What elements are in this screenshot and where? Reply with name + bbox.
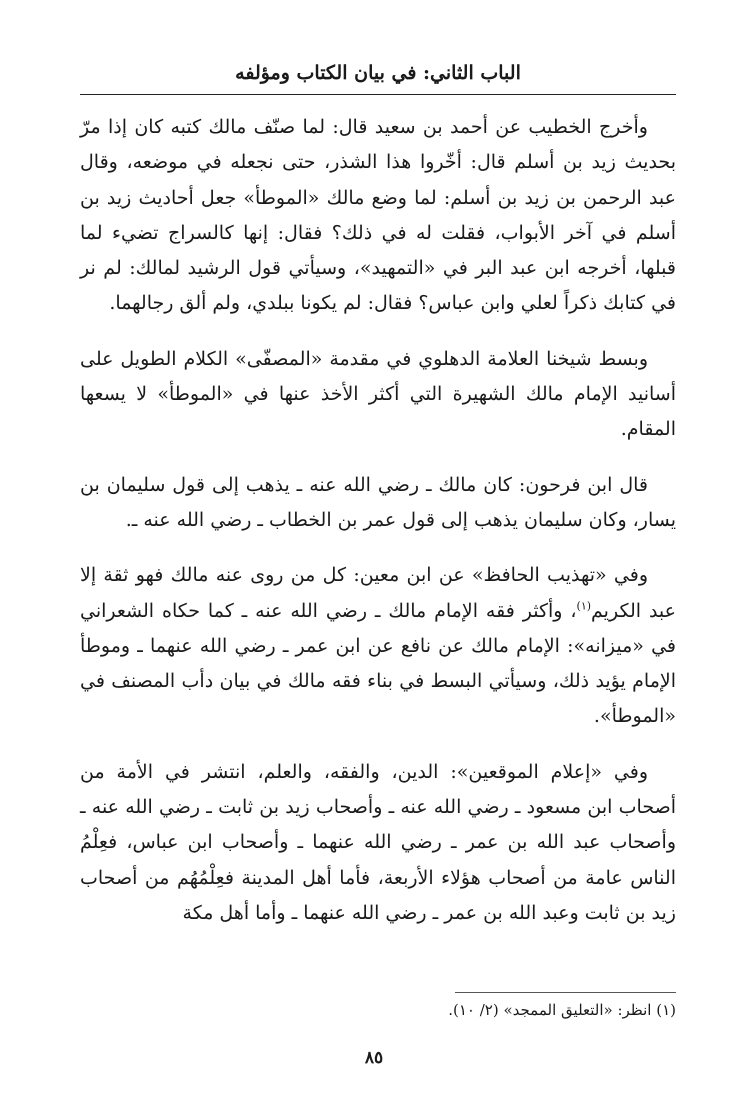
- page-header: الباب الثاني: في بيان الكتاب ومؤلفه: [235, 62, 521, 84]
- header-rule: [80, 94, 676, 95]
- footnote-reference[interactable]: (١): [576, 599, 592, 613]
- body-text: [80, 110, 676, 951]
- paragraph-4-after: ، وأكثر فقه الإمام مالك ـ رضي الله عنه ـ كما حكاه الشعراني في «ميزانه»: الإمام مالك عن نافع عن ابن عمر ـ رضي الله عنهما ـ وموطأ الإمام يؤيد ذلك، وسيأتي البسط في بناء فقه مالك في بيان دأب المصنف في «الموطأ».: [80, 599, 677, 728]
- paragraph-5: وفي «إعلام الموقعين»: الدين، والفقه، والعلم، انتشر في الأمة من أصحاب ابن مسعود ـ رضي الله عنه ـ وأصحاب زيد بن ثابت ـ رضي الله عنه ـ وأصحاب عبد الله بن عمر ـ رضي الله عنهما ـ وأصحاب ابن عباس، فعِلْمُ الناس عامة من أصحاب هؤلاء الأربعة، فأما أهل المدينة فعِلْمُهُم من أصحاب زيد بن ثابت وعبد الله بن عمر ـ رضي الله عنهما ـ وأما أهل مكة: [80, 760, 676, 924]
- footnote: (١) انظر: «التعليق الممجد» (٢/ ١٠).: [448, 1001, 676, 1019]
- paragraph-3: قال ابن فرحون: كان مالك ـ رضي الله عنه ـ يذهب إلى قول سليمان بن يسار، وكان سليمان يذهب إلى قول عمر بن الخطاب ـ رضي الله عنه ـ.: [80, 473, 676, 531]
- paragraph-1: وأخرج الخطيب عن أحمد بن سعيد قال: لما صنّف مالك كتبه كان إذا مرّ بحديث زيد بن أسلم قال: أخّروا هذا الشذر، حتى نجعله في موضعه، وقال عبد الرحمن بن زيد بن أسلم: لما وضع مالك «الموطأ» جعل أحاديث زيد بن أسلم في آخر الأبواب، فقلت له في ذلك؟ فقال: إنها كالسراج تضيء لما قبلها، أخرجه ابن عبد البر في «التمهيد»، وسيأتي قول الرشيد لمالك: لم نر في كتابك ذكراً لعلي وابن عباس؟ فقال: لم يكونا ببلدي، ولم ألق رجالهما.: [80, 116, 676, 315]
- footnote-rule: [455, 992, 676, 993]
- paragraph-2: وبسط شيخنا العلامة الدهلوي في مقدمة «المصفّى» الكلام الطويل على أسانيد الإمام مالك الشهيرة التي أكثر الأخذ عنها في «الموطأ» لا يسعها المقام.: [80, 347, 676, 441]
- paragraph-4-before: وفي «تهذيب الحافظ» عن ابن معين: كل من روى عنه مالك فهو ثقة إلا عبد الكريم: [80, 564, 676, 622]
- page-number: ٨٥: [364, 1048, 384, 1068]
- paragraph-4: [80, 558, 676, 734]
